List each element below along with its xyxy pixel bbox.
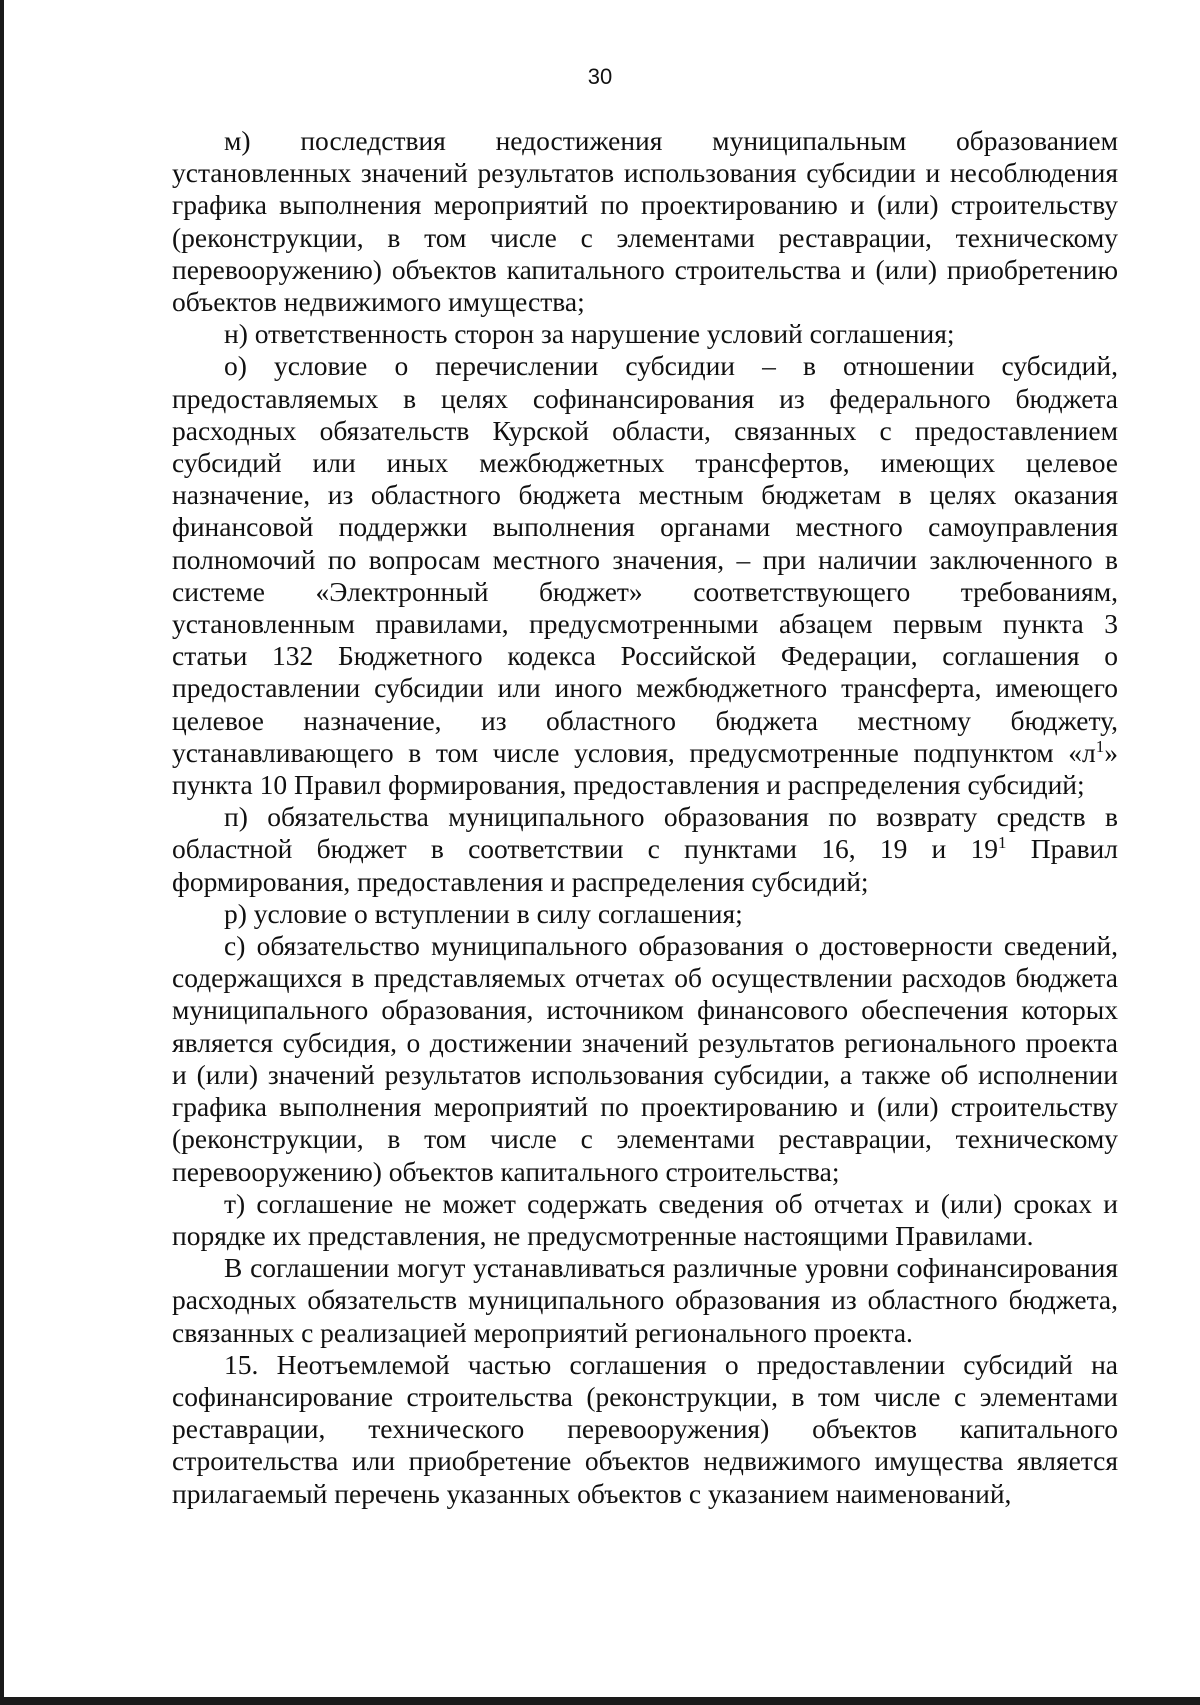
page-number: 30 [587,64,613,89]
document-body [172,125,1118,1510]
paragraph-p-superscript: 1 [998,833,1007,853]
paragraph-m: м) последствия недостижения муниципальным образованием установленных значений результатов использования субсидии и несоблюдения графика выполнения мероприятий по проектированию и (или) строительству (реконструкции, в том числе с элементами реставрации, техническому перевооружению) объектов капитального строительства и (или) приобретению объектов недвижимого имущества; [172,125,1118,318]
paragraph-p-text-1: п) обязательства муниципального образования по возврату средств в областной бюджет в соответствии с пунктами 16, 19 и 19 [172,801,1118,865]
paragraph-15: 15. Неотъемлемой частью соглашения о предоставлении субсидий на софинансирование строительства (реконструкции, в том числе с элементами реставрации, технического перевооружения) объектов капитального строительства или приобретение объектов недвижимого имущества является прилагаемый перечень указанных объектов с указанием наименований, [172,1348,1118,1509]
scan-bottom-edge [0,1697,1200,1705]
paragraph-o-superscript: 1 [1095,736,1105,756]
paragraph-t: т) соглашение не может содержать сведения об отчетах и (или) сроках и порядке их представления, не предусмотренные настоящими Правилами. [172,1187,1118,1251]
scan-left-edge [0,0,4,1705]
paragraph-o-text-2: » пункта 10 Правил формирования, предоставления и распределения субсидий; [172,736,1118,801]
paragraph-s: с) обязательство муниципального образования о достоверности сведений, содержащихся в представляемых отчетах об осуществлении расходов бюджета муниципального образования, источником финансового обеспечения которых является субсидия, о достижении значений результатов регионального проекта и (или) значений результатов использования субсидии, а также об исполнении графика выполнения мероприятий по проектированию и (или) строительству (реконструкции, в том числе с элементами реставрации, техническому перевооружению) объектов капитального строительства; [172,930,1118,1187]
paragraph-p-text-2: Правил формирования, предоставления и распределения субсидий; [172,833,1118,897]
paragraph-v: В соглашении могут устанавливаться различные уровни софинансирования расходных обязательств муниципального образования из областного бюджета, связанных с реализацией мероприятий регионального проекта. [172,1252,1118,1348]
paragraph-r: р) условие о вступлении в силу соглашения; [224,897,743,929]
paragraph-p [172,801,1118,898]
paragraph-o [172,350,1118,801]
paragraph-n: н) ответственность сторон за нарушение условий соглашения; [224,318,955,350]
paragraph-o-text-1: о) условие о перечислении субсидии – в отношении субсидий, предоставляемых в целях софинансирования из федерального бюджета расходных обязательств Курской области, связанных с предоставлением субсидий или иных межбюджетных трансфертов, имеющих целевое назначение, из областного бюджета местным бюджетам в целях оказания финансовой поддержки выполнения органами местного самоуправления полномочий по вопросам местного значения, – при наличии заключенного в системе «Электронный бюджет» соответствующего требованиям, установленным правилами, предусмотренными абзацем первым пункта 3 статьи 132 Бюджетного кодекса Российской Федерации, соглашения о предоставлении субсидии или иного межбюджетного трансферта, имеющего целевое назначение, из областного бюджета местному бюджету, устанавливающего в том числе условия, предусмотренные подпунктом «л [172,350,1118,768]
